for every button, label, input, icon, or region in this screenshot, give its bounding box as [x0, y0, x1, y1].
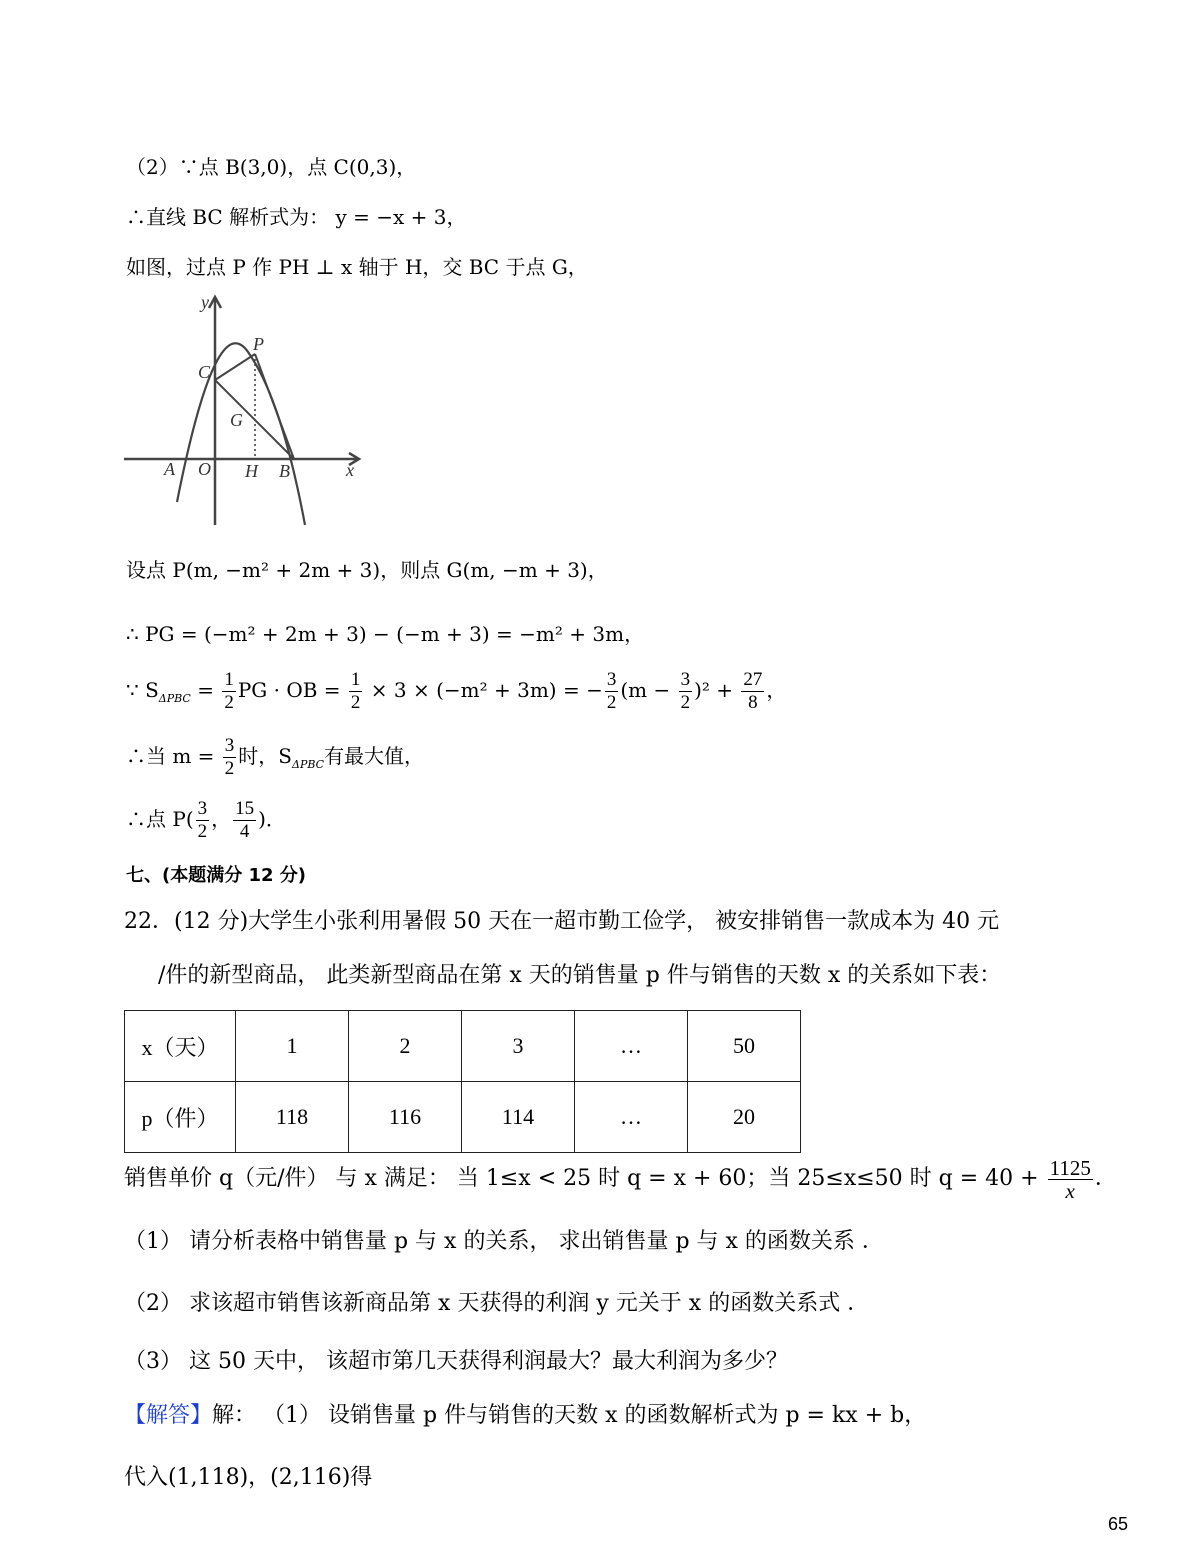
fraction-half-1: $\frac{1}{2}$	[224, 669, 234, 713]
segment-cp	[215, 354, 255, 380]
table-cell: …	[575, 1011, 688, 1082]
label-y: y	[201, 292, 209, 312]
fraction-py: $\frac{15}{4}$	[235, 798, 255, 842]
fraction-half-2: $\frac{1}{2}$	[350, 669, 361, 713]
solution-line-3: 如图，过点 P 作 PH ⊥ x 轴于 H，交 BC 于点 G，	[126, 255, 588, 279]
table-header-p: p（件）	[125, 1082, 236, 1153]
label-g: G	[230, 410, 243, 430]
label-p: P	[253, 334, 264, 354]
table-header-x: x（天）	[125, 1011, 236, 1082]
table-cell: 1	[236, 1011, 349, 1082]
question-22-line-2: /件的新型商品， 此类新型商品在第 x 天的销售量 p 件与销售的天数 x 的关系如下表：	[158, 963, 1002, 988]
solution-line-8: ∴点 P( $\frac{3}{2}$ ， $\frac{15}{4}$ )．	[126, 798, 286, 842]
sub-question-1: （1） 请分析表格中销售量 p 与 x 的关系， 求出销售量 p 与 x 的函数关系 ．	[124, 1229, 884, 1254]
answer-tag: 【解答】	[124, 1403, 213, 1428]
question-22-line-1: 22．(12 分)大学生小张利用暑假 50 天在一超市勤工俭学， 被安排销售一款成本为 40 元	[124, 909, 1000, 934]
table-cell: 50	[688, 1011, 801, 1082]
solution-line-7: ∴当 m = $\frac{3}{2}$ 时，$S_{\Delta PBC}$有最大值，	[126, 735, 425, 779]
fraction-m-value: $\frac{3}{2}$	[224, 735, 235, 779]
sub-question-2: （2） 求该超市销售该新商品第 x 天获得的利润 y 元关于 x 的函数关系式 ．	[124, 1291, 870, 1316]
section-heading: 七、(本题满分 12 分)	[126, 865, 307, 886]
solution-line-1: （2）∵点 B(3,0)，点 C(0,3)，	[126, 155, 417, 179]
answer-line: 【解答】解： （1） 设销售量 p 件与销售的天数 x 的函数解析式为 p = kx + b，	[124, 1403, 927, 1428]
price-condition-line: 销售单价 q（元/件） 与 x 满足： 当 1≤x < 25 时 q = x + 60；当 25≤x≤50 时 q = 40 + $\frac{1125}{x}$ ．	[124, 1155, 1117, 1203]
label-o: O	[198, 459, 211, 479]
table-cell: 118	[236, 1082, 349, 1153]
answer-line-2: 代入(1,118)，(2,116)得	[124, 1465, 373, 1490]
table-cell: 3	[462, 1011, 575, 1082]
fraction-27-8: $\frac{27}{8}$	[743, 669, 763, 713]
table-cell: 20	[688, 1082, 801, 1153]
label-a: A	[164, 459, 175, 479]
solution-line-4: 设点 P(m, −m² + 2m + 3)，则点 G(m, −m + 3)，	[126, 558, 608, 582]
table-cell: …	[575, 1082, 688, 1153]
table-row-p	[125, 1082, 801, 1153]
solution-line-2: ∴直线 BC 解析式为： y = −x + 3，	[126, 205, 467, 229]
parabola-figure	[122, 292, 367, 527]
label-x: x	[346, 460, 354, 480]
fraction-three-halves-2: $\frac{3}{2}$	[680, 669, 691, 713]
fraction-1125-x: $\frac{1125}{x}$	[1049, 1155, 1091, 1203]
solution-line-5: ∴ PG = (−m² + 2m + 3) − (−m + 3) = −m² + 3m，	[126, 622, 645, 646]
label-b: B	[279, 461, 290, 481]
page-number: 65	[1108, 1514, 1129, 1534]
table-cell: 114	[462, 1082, 575, 1153]
fraction-three-halves-1: $\frac{3}{2}$	[606, 669, 617, 713]
table-row-x	[125, 1011, 801, 1082]
sales-table	[124, 1010, 801, 1153]
label-h: H	[245, 461, 258, 481]
fraction-px: $\frac{3}{2}$	[197, 798, 208, 842]
segment-pb	[255, 354, 294, 459]
table-cell: 2	[349, 1011, 462, 1082]
label-c: C	[198, 362, 211, 382]
sub-question-3: （3） 这 50 天中， 该超市第几天获得利润最大？最大利润为多少？	[124, 1349, 788, 1374]
solution-line-6: ∵ $S_{\Delta PBC}$ = $\frac{1}{2}$ PG · OB = $\frac{1}{2}$ × 3 × (−m² + 3m) = − $\frac{3}{2}$ (m − $\frac{3}{2}$ )² + $\frac{27}{8}$ ，	[126, 669, 787, 713]
table-cell: 116	[349, 1082, 462, 1153]
